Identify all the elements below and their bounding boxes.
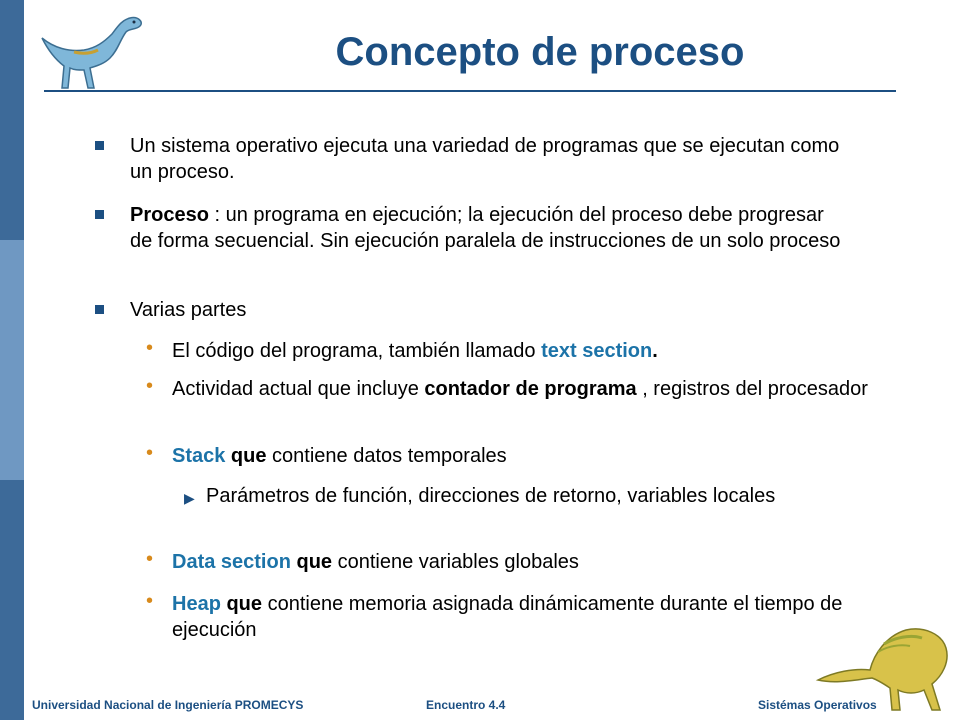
sub-sub-bullet-text: Parámetros de función, direcciones de retorno, variables locales	[206, 485, 776, 507]
square-bullet-icon	[95, 210, 104, 219]
sub-bullet-item	[146, 590, 872, 643]
dinosaur-icon	[34, 8, 154, 93]
sub-bullet-text: contiene datos temporales	[266, 445, 507, 467]
sub-bullet-text: , registros del procesador	[636, 378, 868, 400]
bold-term: que	[290, 551, 333, 573]
sub-bullet-item	[146, 548, 872, 575]
footer-course: Sistémas Operativos	[758, 698, 877, 712]
sub-bullet-text: Actividad actual que incluye	[172, 378, 425, 400]
highlight-term: text section	[541, 340, 653, 362]
bullet-text: : un programa en ejecución; la ejecución del proceso debe progresar de forma secuencial. Sin ejecución paralela de instrucciones de un solo proceso	[130, 204, 841, 252]
highlight-term: Data section	[172, 551, 291, 573]
footer-session: Encuentro 4.4	[426, 698, 506, 712]
sub-sub-bullet-item	[184, 483, 846, 509]
dot-bullet-icon: •	[146, 548, 154, 570]
dot-bullet-icon: •	[146, 375, 154, 397]
left-accent-bar-segment	[0, 240, 24, 480]
bold-term: contador de programa	[424, 378, 637, 400]
bullet-bold-term: Proceso	[130, 204, 209, 226]
sub-bullet-punct: .	[652, 340, 658, 362]
square-bullet-icon	[95, 305, 104, 314]
left-accent-bar	[0, 0, 24, 720]
dot-bullet-icon: •	[146, 590, 154, 612]
bold-term: que	[225, 445, 267, 467]
bullet-item	[130, 297, 850, 323]
bullet-text: Varias partes	[130, 299, 247, 321]
highlight-term: Heap	[172, 593, 221, 615]
dot-bullet-icon: •	[146, 442, 154, 464]
sub-bullet-item	[146, 337, 872, 364]
sub-bullet-item	[146, 442, 872, 469]
dot-bullet-icon: •	[146, 337, 154, 359]
bullet-item	[130, 133, 850, 185]
footer-institution: Universidad Nacional de Ingeniería PROMECYS	[32, 698, 304, 712]
sub-bullet-text: contiene variables globales	[332, 551, 579, 573]
sub-bullet-item	[146, 375, 872, 402]
page-title: Concepto de proceso	[335, 30, 745, 74]
highlight-term: Stack	[172, 445, 226, 467]
bold-term: que	[220, 593, 263, 615]
sub-bullet-text: El código del programa, también llamado	[172, 340, 542, 362]
title-divider	[44, 90, 896, 92]
sub-bullet-text: contiene memoria asignada dinámicamente durante el tiempo de ejecución	[172, 593, 843, 641]
bullet-text: Un sistema operativo ejecuta una variedad de programas que se ejecutan como un proceso.	[130, 135, 840, 183]
triangle-bullet-icon: ▶	[184, 490, 195, 506]
square-bullet-icon	[95, 141, 104, 150]
bullet-item	[130, 202, 850, 254]
